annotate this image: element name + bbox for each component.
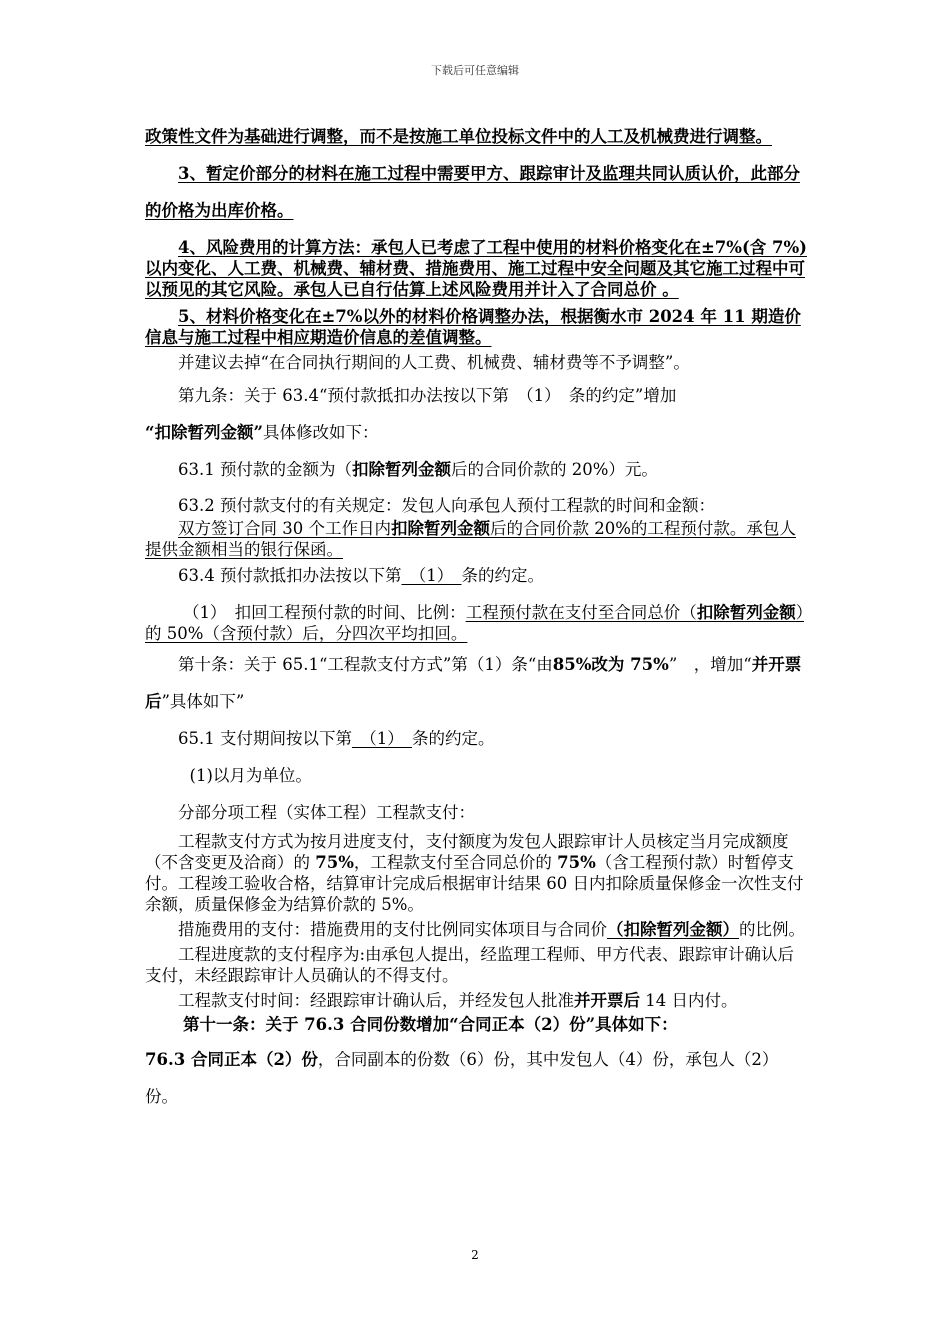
paragraph-item-5: 5、材料价格变化在±7%以外的材料价格调整办法，根据衡水市 2024 年 11 期造价信息与施工过程中相应期造价信息的差值调整。	[145, 307, 801, 347]
clause-63-1: 63.1 预付款的金额为（扣除暂列金额后的合同价款的 20%）元。	[178, 460, 658, 479]
clause-63-2-detail: 双方签订合同 30 个工作日内扣除暂列金额后的合同价款 20%的工程预付款。承包人提供金额相当的银行保函。	[145, 519, 796, 559]
article-11-heading: 第十一条：关于 76.3 合同份数增加“合同正本（2）份”具体如下：	[182, 1015, 678, 1034]
clause-63-4-item-1: （1） 扣回工程预付款的时间、比例：工程预付款在支付至合同总价（扣除暂列金额）的 50%（含预付款）后，分四次平均扣回。	[145, 603, 804, 643]
paragraph-measure-fee: 措施费用的支付：措施费用的支付比例同实体项目与合同价（扣除暂列金额）的比例。	[178, 920, 805, 939]
page-number: 2	[471, 1248, 479, 1262]
paragraph-payment-time: 工程款支付时间：经跟踪审计确认后，并经发包人批准并开票后 14 日内付。	[178, 991, 738, 1010]
clause-65-1-item-1: (1)以月为单位。	[189, 766, 312, 785]
page-header: 下载后可任意编辑	[431, 64, 519, 77]
clause-63-4: 63.4 预付款抵扣办法按以下第 （1） 条的约定。	[178, 566, 544, 585]
clause-76-3: 76.3 合同正本（2）份，合同副本的份数（6）份，其中发包人（4）份，承包人（2）份。	[145, 1050, 779, 1106]
article-10-heading: 第十条：关于 65.1“工程款支付方式”第（1）条“由85%改为 75%” ，增加“并开票后”具体如下”	[145, 655, 802, 711]
document-body	[145, 118, 810, 1115]
paragraph-suggestion: 并建议去掉“在合同执行期间的人工费、机械费、辅材费等不予调整”。	[178, 353, 690, 372]
paragraph-payment-procedure: 工程进度款的支付程序为:由承包人提出，经监理工程师、甲方代表、跟踪审计确认后支付，未经跟踪审计人员确认的不得支付。	[145, 945, 795, 985]
paragraph-item-3: 3、暂定价部分的材料在施工过程中需要甲方、跟踪审计及监理共同认质认价，此部分的价格为出库价格。	[145, 164, 800, 220]
article-9-heading: 第九条：关于 63.4“预付款抵扣办法按以下第 （1） 条的约定”增加 “扣除暂列金额”具体修改如下：	[145, 386, 677, 442]
subheading-itemized-works: 分部分项工程（实体工程）工程款支付：	[178, 803, 475, 822]
paragraph-item-4: 4、风险费用的计算方法：承包人已考虑了工程中使用的材料价格变化在±7%(含 7%)以内变化、人工费、机械费、辅材费、措施费用、施工过程中安全问题及其它施工过程中可以预见的其它风险。承包人已自行估算上述风险费用并计入了合同总价 。	[145, 238, 807, 299]
clause-65-1: 65.1 支付期间按以下第 （1） 条的约定。	[178, 729, 495, 748]
paragraph-payment-method: 工程款支付方式为按月进度支付，支付额度为发包人跟踪审计人员核定当月完成额度（不含变更及洽商）的 75%，工程款支付至合同总价的 75%（含工程预付款）时暂停支付。工程竣工验收合格，结算审计完成后根据审计结果 60 日内扣除质量保修金一次性支付余额，质量保修金为结算价款的 5%。	[145, 832, 804, 914]
clause-63-2: 63.2 预付款支付的有关规定：发包人向承包人预付工程款的时间和金额：	[178, 496, 715, 515]
paragraph-policy-adjustment: 政策性文件为基础进行调整，而不是按施工单位投标文件中的人工及机械费进行调整。	[145, 127, 772, 146]
